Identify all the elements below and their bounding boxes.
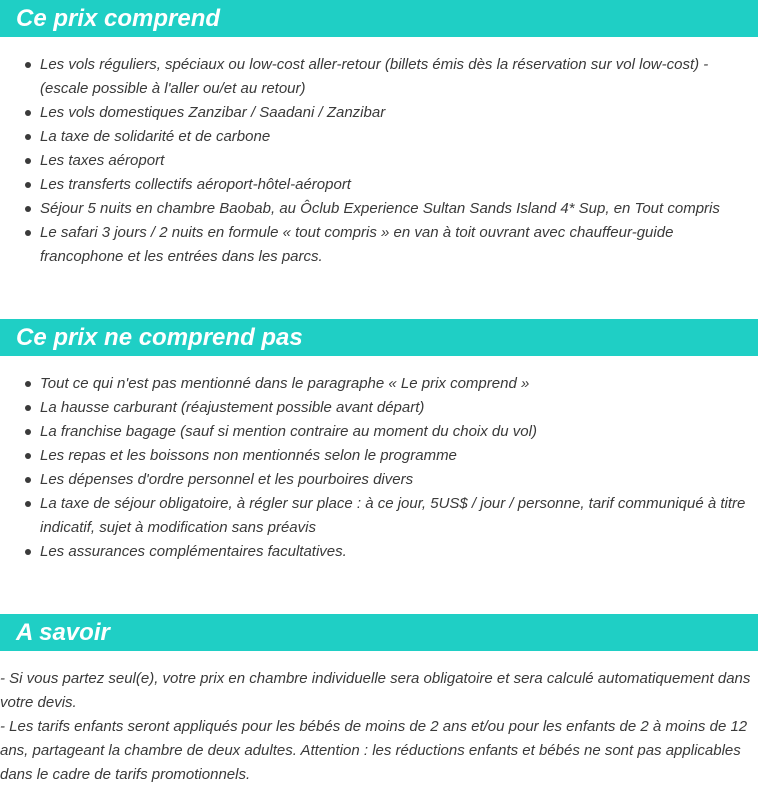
section-title-includes: Ce prix comprend	[0, 0, 758, 37]
section-title-savoir: A savoir	[0, 614, 758, 651]
list-item: La taxe de solidarité et de carbone	[0, 125, 758, 149]
list-item: Les vols réguliers, spéciaux ou low-cost aller-retour (billets émis dès la réservation sur vol low-cost) - (escale possible à l'aller ou/et au retour)	[0, 53, 758, 101]
list-item: Les transferts collectifs aéroport-hôtel-aéroport	[0, 173, 758, 197]
list-item: La franchise bagage (sauf si mention contraire au moment du choix du vol)	[0, 420, 758, 444]
list-item: Le safari 3 jours / 2 nuits en formule « tout compris » en van à toit ouvrant avec chauffeur-guide francophone et les entrées dans les parcs.	[0, 221, 758, 269]
list-item: Séjour 5 nuits en chambre Baobab, au Ôclub Experience Sultan Sands Island 4* Sup, en Tout compris	[0, 197, 758, 221]
excludes-list	[0, 372, 758, 564]
list-item: La taxe de séjour obligatoire, à régler sur place : à ce jour, 5US$ / jour / personne, tarif communiqué à titre indicatif, sujet à modification sans préavis	[0, 492, 758, 540]
savoir-paragraph: - Si vous partez seul(e), votre prix en chambre individuelle sera obligatoire et sera calculé automatiquement dans votre devis.	[0, 670, 751, 711]
savoir-text	[0, 667, 752, 787]
list-item: La hausse carburant (réajustement possible avant départ)	[0, 396, 758, 420]
list-item: Les taxes aéroport	[0, 149, 758, 173]
section-title-excludes: Ce prix ne comprend pas	[0, 319, 758, 356]
savoir-paragraph: - Les tarifs enfants seront appliqués pour les bébés de moins de 2 ans et/ou pour les enfants de 2 à moins de 12 ans, partageant la chambre de deux adultes. Attention : les réductions enfants et bébés ne sont pas applicables dans le cadre de tarifs promotionnels.	[0, 718, 748, 783]
list-item: Les repas et les boissons non mentionnés selon le programme	[0, 444, 758, 468]
list-item: Les dépenses d'ordre personnel et les pourboires divers	[0, 468, 758, 492]
list-item: Les vols domestiques Zanzibar / Saadani / Zanzibar	[0, 101, 758, 125]
includes-list	[0, 53, 758, 269]
list-item: Les assurances complémentaires facultatives.	[0, 540, 758, 564]
list-item: Tout ce qui n'est pas mentionné dans le paragraphe « Le prix comprend »	[0, 372, 758, 396]
